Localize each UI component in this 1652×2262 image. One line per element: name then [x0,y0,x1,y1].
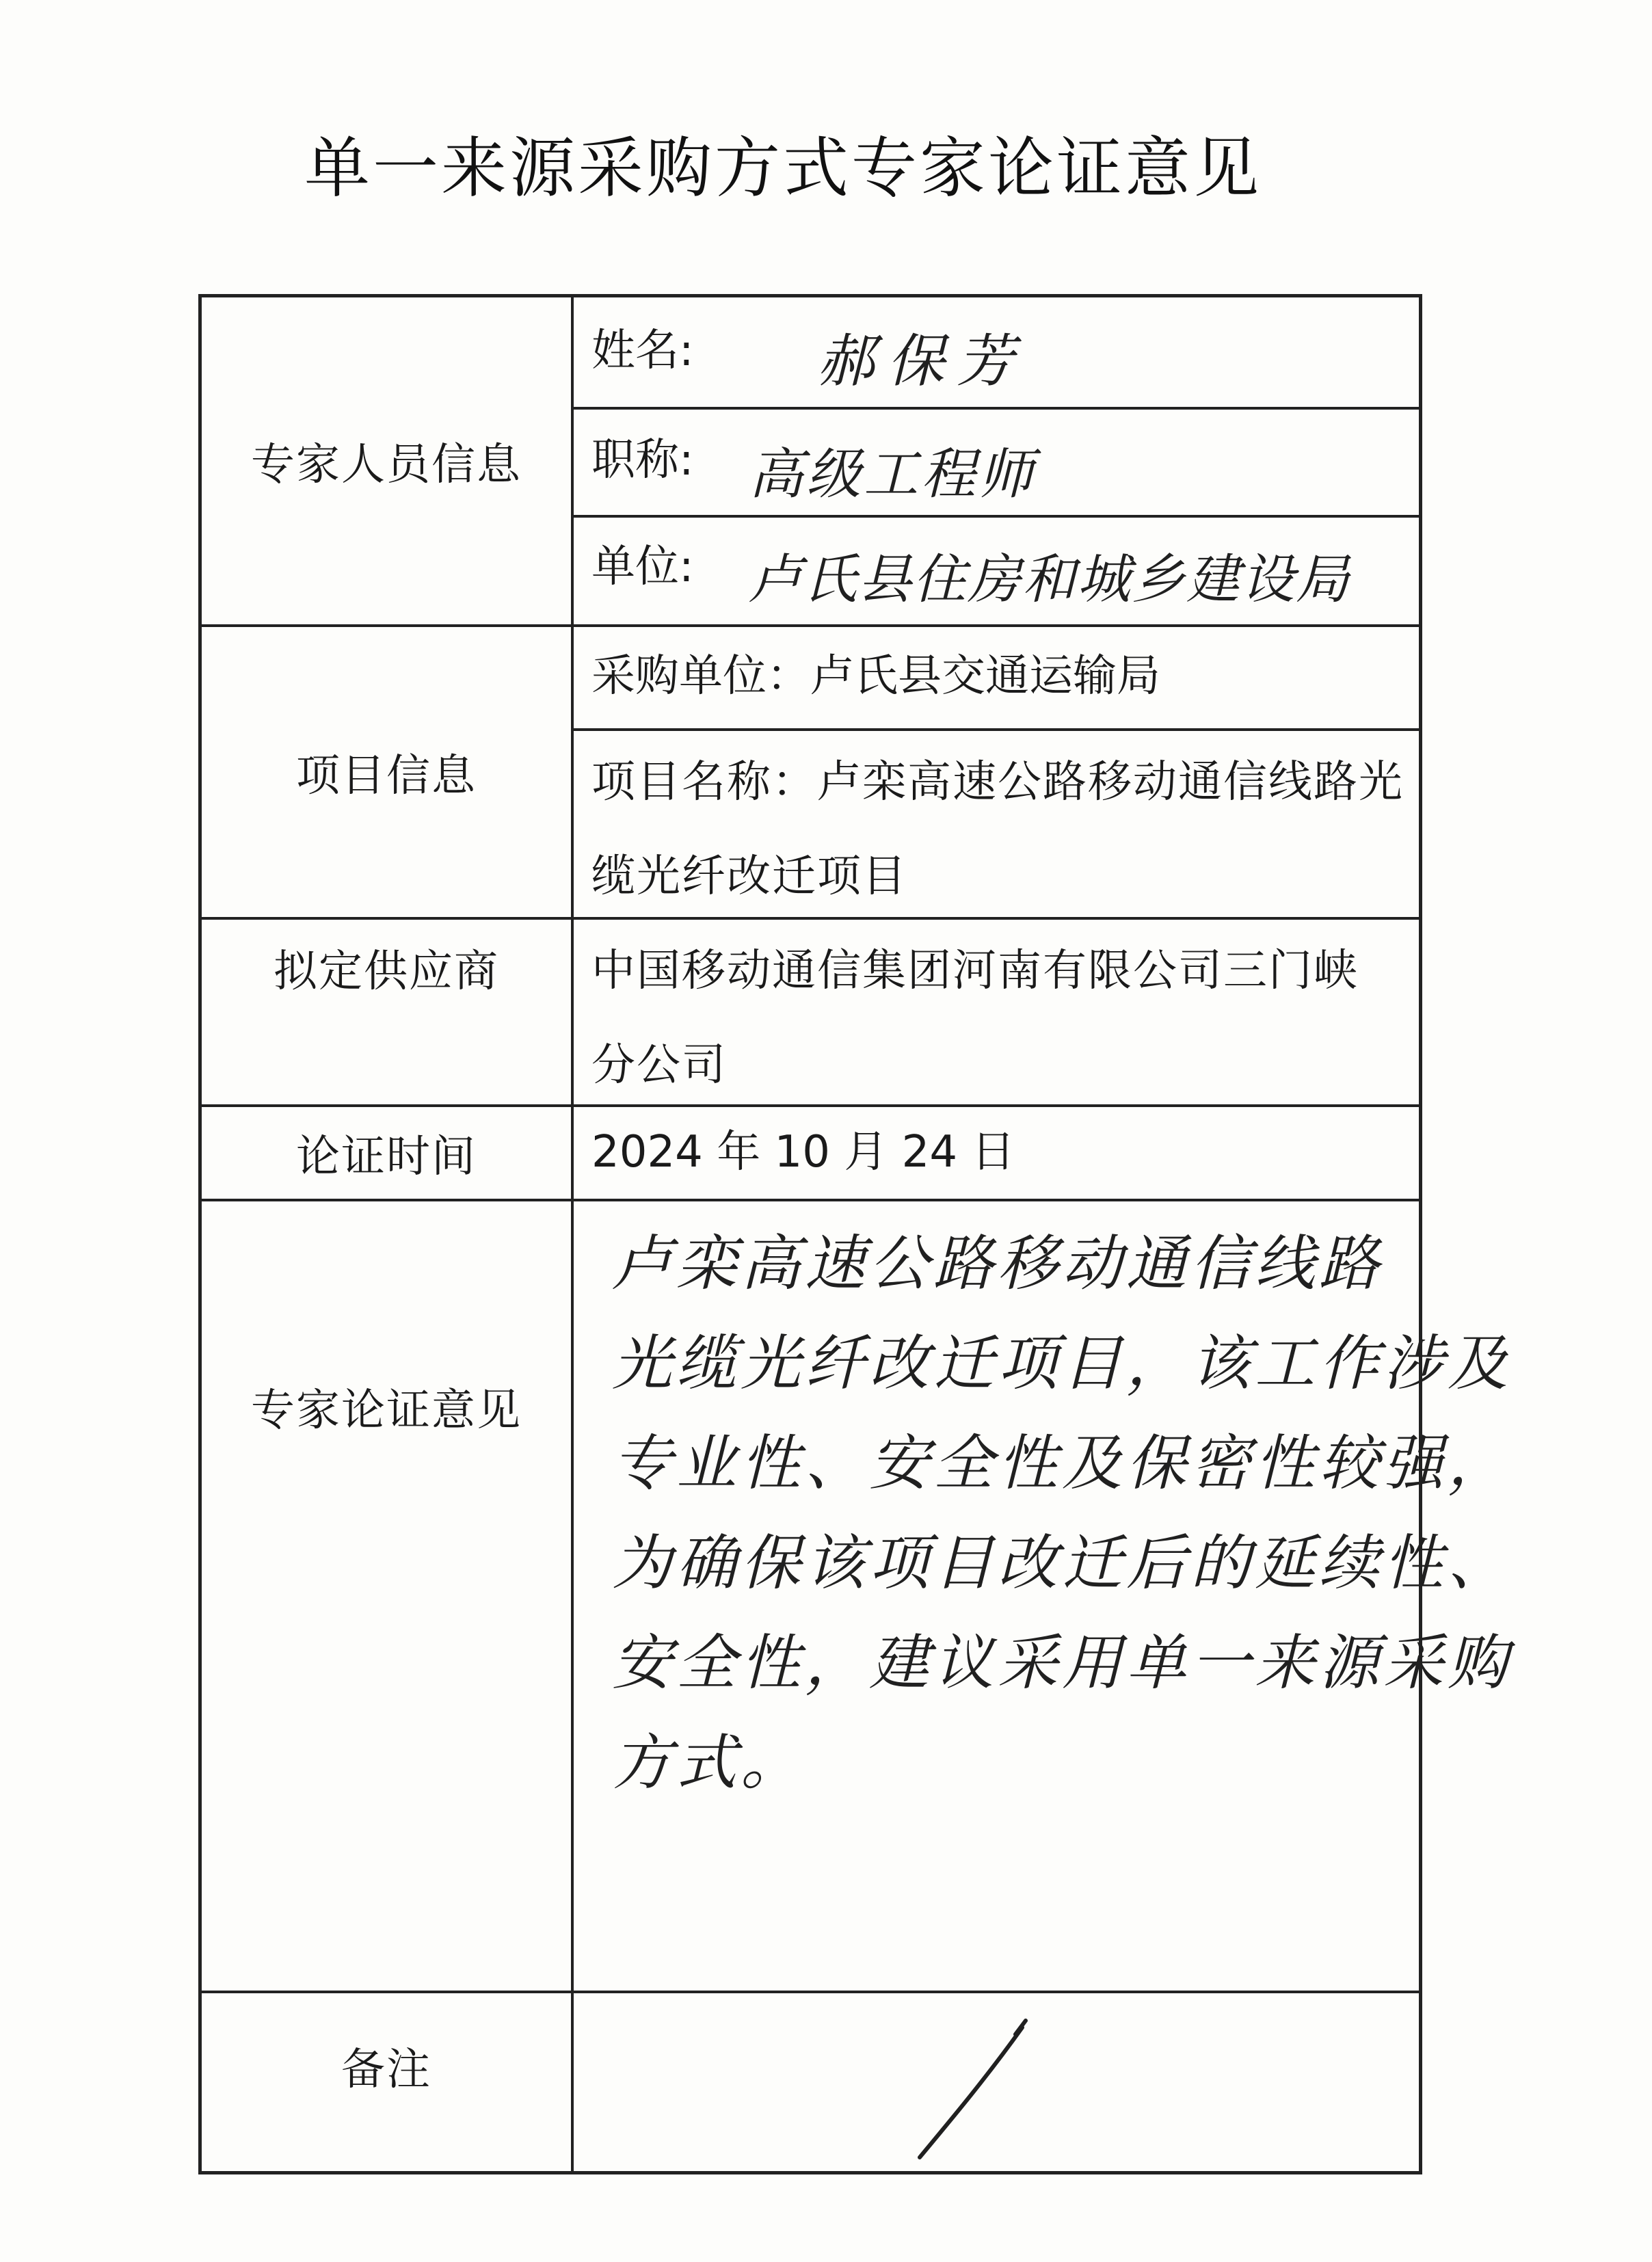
purchaser-field: 采购单位：卢氏县交通运输局 [591,651,1160,702]
name-handwritten-value: 郝保芳 [817,328,1027,395]
row-divider-name [574,407,1420,410]
supplier-line-2: 分公司 [591,1040,727,1091]
column-divider [571,297,574,2172]
row-divider-purchaser [574,728,1420,731]
unit-label: 单位: [591,542,694,592]
name-label: 姓名: [591,325,694,376]
title-label: 职称: [591,435,694,485]
expert-section-label: 专家人员信息 [251,440,522,490]
supplier-value [591,924,1359,1113]
opinion-line-2: 光缆光纤改迁项目，该工作涉及 [612,1328,1513,1398]
unit-handwritten-value: 卢氏县住房和城乡建设局 [749,549,1351,611]
review-time-value: 2024 年 10 月 24 日 [591,1127,1015,1177]
supplier-label: 拟定供应商 [274,946,499,997]
row-divider-title [574,515,1420,518]
opinion-label: 专家论证意见 [251,1385,522,1436]
remarks-label: 备注 [341,2045,431,2095]
opinion-line-3: 专业性、安全性及保密性较强， [612,1428,1513,1498]
project-name-field [591,735,1404,924]
project-name-line-2: 缆光纤改迁项目 [591,851,907,902]
opinion-line-5: 安全性，建议采用单一来源采购 [612,1627,1513,1698]
document-title: 单一来源采购方式专家论证意见 [304,130,1262,207]
review-time-label: 论证时间 [296,1132,477,1182]
project-section-label: 项目信息 [296,751,477,801]
project-name-line-1: 项目名称：卢栾高速公路移动通信线路光 [591,757,1404,808]
opinion-line-1: 卢栾高速公路移动通信线路 [612,1228,1384,1299]
supplier-line-1: 中国移动通信集团河南有限公司三门峡 [591,946,1359,996]
opinion-line-6: 方式。 [612,1727,805,1798]
review-form-table [198,294,1513,2174]
title-handwritten-value: 高级工程师 [749,442,1036,506]
remarks-empty-slash-mark [906,2007,1043,2171]
opinion-handwritten-text [612,1214,1512,1813]
opinion-line-4: 为确保该项目改迁后的延续性、 [612,1528,1513,1598]
